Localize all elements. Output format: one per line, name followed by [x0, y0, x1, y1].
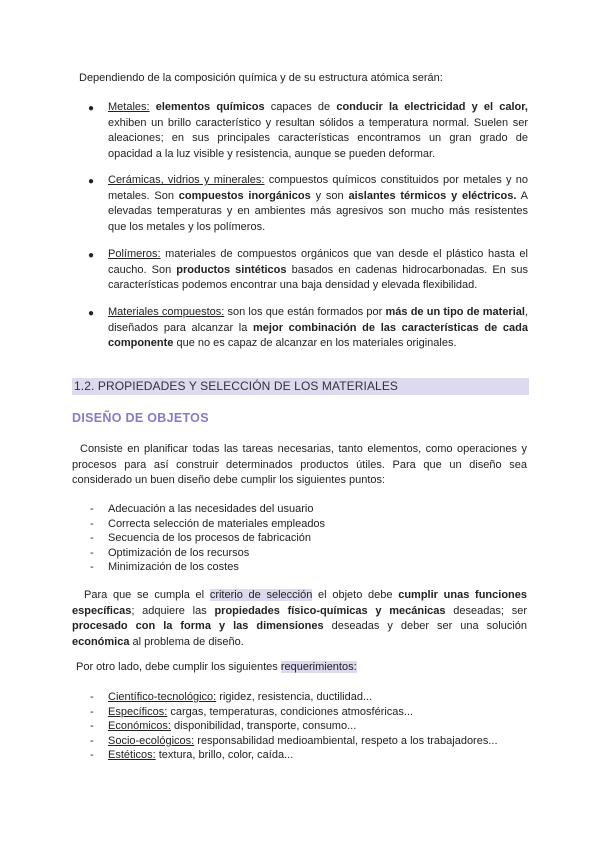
list-item: - Económicos: disponibilidad, transporte, consumo... [90, 719, 498, 734]
bullet-dot: ● [88, 250, 95, 261]
highlight-requerimientos: requerimientos: [280, 661, 357, 673]
list-item: - Correcta selección de materiales empleados [90, 517, 325, 532]
list-item: - Socio-ecológicos: responsabilidad medioambiental, respeto a los trabajadores... [90, 734, 498, 749]
bullet-polimeros: Polímeros: materiales de compuestos orgánicos que van desde el plástico hasta el caucho. Son productos sintéticos basados en cadenas hidrocarbonadas. En sus características podemos encontrar una baja densidad y elevada flexibilidad. [108, 248, 529, 291]
list-item: - Optimización de los recursos [90, 546, 325, 561]
list-item: - Estéticos: textura, brillo, color, caída... [90, 748, 498, 763]
subheading: DISEÑO DE OBJETOS [72, 411, 209, 425]
paragraph-diseno: Consiste en planificar todas las tareas necesarias, tanto elementos, como operaciones y procesos para así construir determinados productos útiles. Para que un diseño sea considerado un buen diseño debe cumplir los siguientes puntos: [72, 443, 527, 486]
list-item: - Secuencia de los procesos de fabricación [90, 531, 325, 546]
bullet-dot: ● [88, 176, 95, 187]
paragraph-criterio: Para que se cumpla el criterio de selección el objeto debe cumplir unas funciones específicas; adquiere las propiedades físico-químicas y mecánicas deseadas; ser procesado con la forma y las dimensiones deseadas y deber ser una solución económica al problema de diseño. [72, 589, 528, 648]
list-item: - Adecuación a las necesidades del usuario [90, 502, 325, 517]
bullet-ceramicas: Cerámicas, vidrios y minerales: compuestos químicos constituidos por metales y no metales. Son compuestos inorgánicos y son aislantes térmicos y eléctricos. A elevadas temperaturas y en ambientes más agresivos son mucho más resistentes que los metales y los polímeros. [108, 174, 528, 233]
bullet-dot: ● [88, 308, 95, 319]
highlight-criterio: criterio de selección [209, 589, 313, 601]
term-compuestos: Materiales compuestos: [108, 306, 225, 318]
term-ceramicas: Cerámicas, vidrios y minerales: [108, 174, 265, 186]
bullet-compuestos: Materiales compuestos: son los que están formados por más de un tipo de material, diseñados para alcanzar la mejor combinación de las características de cada componente que no es capaz de alcanzar en los materiales originales. [108, 306, 529, 349]
term-polimeros: Polímeros: [108, 248, 161, 260]
section-title: 1.2. PROPIEDADES Y SELECCIÓN DE LOS MATERIALES [72, 378, 529, 395]
list-item: - Minimización de los costes [90, 560, 325, 575]
paragraph-requerimientos: Por otro lado, debe cumplir los siguientes requerimientos: [76, 661, 357, 673]
bullet-metales: Metales: elementos químicos capaces de conducir la electricidad y el calor, exhiben un brillo característico y resultan sólidos a temperatura normal. Suelen ser aleaciones; en sus principales características encontramos un gran grado de opacidad a la luz visible y resistencia, aunque se pueden deformar. [108, 101, 528, 160]
bullet-dot: ● [88, 103, 95, 114]
requirements-list [90, 690, 498, 763]
design-points-list [90, 502, 325, 575]
intro-text: Dependiendo de la composición química y de su estructura atómica serán: [79, 72, 443, 84]
list-item: - Científico-tecnológico: rigidez, resistencia, ductilidad... [90, 690, 498, 705]
term-metales: Metales: [108, 101, 150, 113]
list-item: - Específicos: cargas, temperaturas, condiciones atmosféricas... [90, 705, 498, 720]
